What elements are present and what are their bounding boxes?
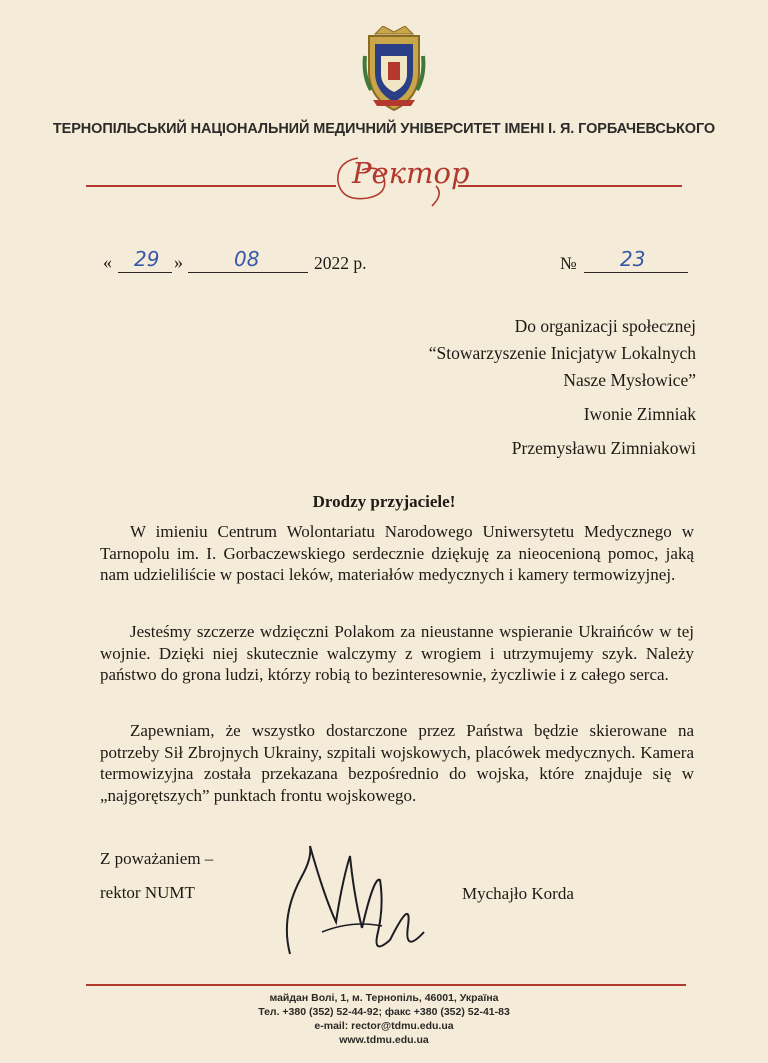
footer-email: e-mail: rector@tdmu.edu.ua [314, 1020, 454, 1032]
handwritten-signature-icon [262, 836, 437, 968]
date-month: 08 [234, 247, 260, 271]
letter-number: 23 [620, 247, 646, 271]
header-divider-right [458, 185, 682, 187]
rector-title: Ректор [352, 156, 470, 190]
recipient-line: Iwonie Zimniak [583, 404, 696, 424]
body-paragraph-3: Zapewniam, że wszystko dostarczone przez Państwa będzie skierowane na potrzeby Sił Zbrojnych Ukrainy, szpitali wojskowych, placówek medycznych. Kamera termowizyjna została przekazana bezpośrednio do wojska, które znajduje się w „najgorętszych” punktach frontu wojskowego. [100, 721, 694, 805]
number-underline [584, 272, 688, 273]
footer-address: майдан Волі, 1, м. Тернопіль, 46001, Україна [269, 992, 499, 1004]
date-year: 2022 р. [314, 253, 367, 273]
signer-name: Mychajło Korda [462, 884, 574, 903]
footer-phone: Тел. +380 (352) 52-44-92; факс +380 (352) 52-41-83 [258, 1006, 510, 1018]
body-paragraph-1: W imieniu Centrum Wolontariatu Narodowego Uniwersytetu Medycznego w Tarnopolu im. I. Gorbaczewskiego serdecznie dziękuję za nieocenioną pomoc, jaką nam udzieliliście w postaci leków, materiałów medycznych i kamery termowizyjnej. [100, 522, 694, 584]
recipient-line: “Stowarzyszenie Inicjatyw Lokalnych [428, 343, 696, 363]
recipient-line: Do organizacji społecznej [514, 316, 696, 336]
footer-divider [86, 984, 686, 986]
body-paragraph-2: Jesteśmy szczerze wdzięczni Polakom za nieustanne wspieranie Ukraińców w tej wojnie. Dzięki niej skutecznie walczymy z wrogiem i utrzymujemy szyk. Należy państwo do grona ludzi, którzy robią to bezinteresownie, życzliwie i z całego serca. [100, 622, 694, 684]
recipient-line: Przemysławu Zimniakowi [511, 438, 696, 458]
date-close-quote: » [174, 252, 183, 272]
header-divider-left [86, 185, 336, 187]
number-label: № [560, 253, 577, 273]
recipient-line: Nasze Mysłowice” [563, 370, 696, 390]
footer-website: www.tdmu.edu.ua [339, 1034, 429, 1046]
date-open-quote: « [103, 252, 112, 272]
university-crest-icon [361, 26, 427, 112]
closing-regards: Z poważaniem – [100, 849, 214, 868]
date-day: 29 [134, 247, 160, 271]
closing-title: rektor NUMT [100, 883, 195, 902]
university-name: ТЕРНОПІЛЬСЬКИЙ НАЦІОНАЛЬНИЙ МЕДИЧНИЙ УНІВЕРСИТЕТ ІМЕНІ І. Я. ГОРБАЧЕВСЬКОГО [52, 121, 716, 137]
recipient-block [429, 314, 696, 463]
month-underline [188, 272, 308, 273]
greeting: Drodzy przyjaciele! [312, 492, 456, 511]
day-underline [118, 272, 172, 273]
